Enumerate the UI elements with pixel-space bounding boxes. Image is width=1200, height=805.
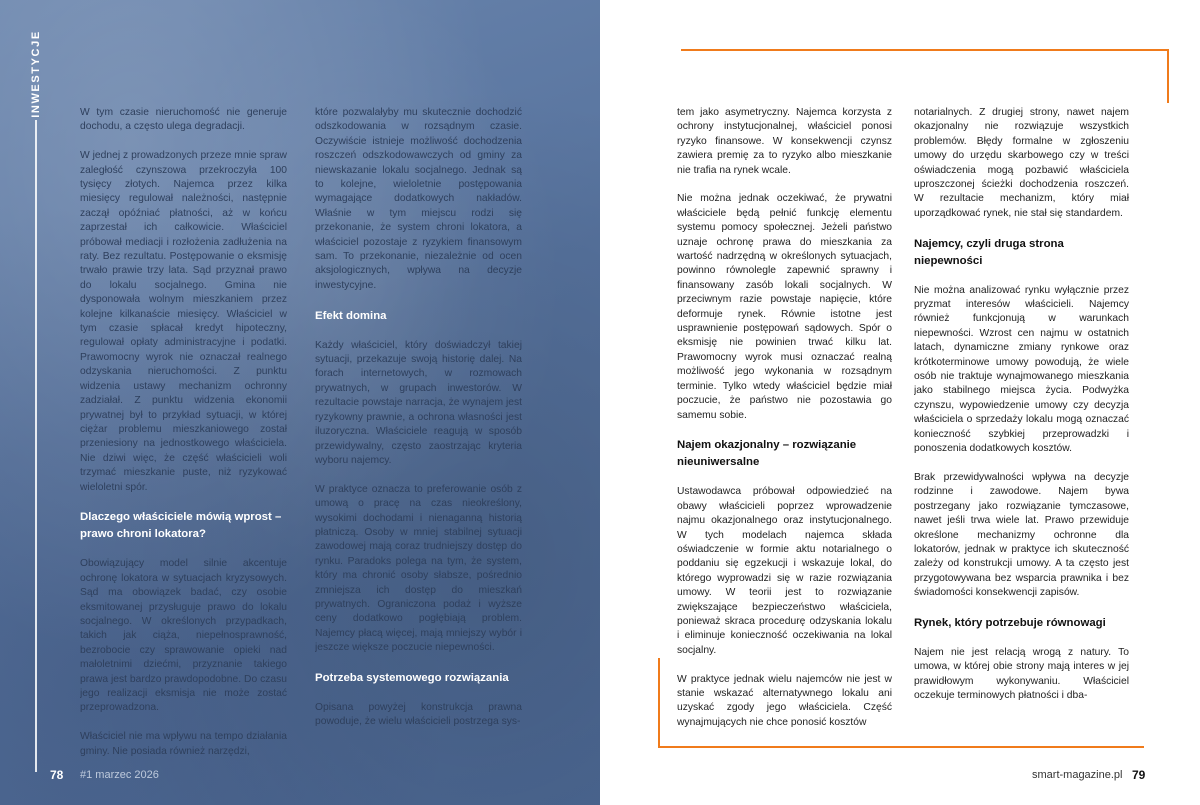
paragraph: W praktyce oznacza to preferowanie osób z umową o pracę na czas nieokreślony, wysokimi dochodami i nienaganną historią płatniczą. Osoby w mniej stabilnej sytuacji zawodowej mają coraz trudniejszy dostęp do rynku. Paradoks polega na tym, że system, który ma chronić osoby słabsze, pośrednio zmniejsza ich dostęp do mieszkań prywatnych. Ograniczona podaż i wyższe ceny dodatkowo pogłębiają problem. Najemcy płacą więcej, mają mniejszy wybór i jeszcze większe poczucie niepewności. [315, 483, 522, 654]
subheading: Najemcy, czyli druga strona niepewności [914, 237, 1064, 267]
paragraph: Nie można analizować rynku wyłącznie przez pryzmat interesów właścicieli. Najemcy również funkcjonują w warunkach niepewności. Wzrost cen najmu w ostatnich latach, dynamiczne zmiany rynkowe oraz krótkoterminowe umowy powodują, że wiele osób nie traktuje wynajmowanego mieszkania jako stabilnego miejsca życia. Podwyżka czynszu, wypowiedzenie umowy czy decyzja właściciela o sprzedaży lokalu mogą oznaczać konieczność szybkiej przeprowadzki i ponoszenia dodatkowych kosztów. [914, 284, 1129, 455]
orange-frame-top [681, 49, 1169, 51]
right-column-2 [914, 106, 1129, 746]
paragraph: Obowiązujący model silnie akcentuje ochronę lokatora w sytuacjach kryzysowych. Sąd ma obowiązek badać, czy osobie eksmitowanej przysługuje prawo do lokalu socjalnego. W określonych przypadkach, takich jak ciąża, niepełnosprawność, bezrobocie czy sprawowanie opieki nad małoletnimi dziećmi, przyznanie takiego prawa jest bardzo prawdopodobne. Do czasu jego realizacji eksmisja nie może zostać przeprowadzona. [80, 558, 287, 714]
paragraph: W jednej z prowadzonych przeze mnie spraw zaległość czynszowa przekroczyła 100 tysięcy złotych. Najemca przez kilka miesięcy regulował należności, następnie zaczął opóźniać płatności, aż w końcu zaprzestał ich całkowicie. Właściciel próbował mediacji i rozłożenia zadłużenia na raty. Bez rezultatu. Postępowanie o eksmisję trwało prawie trzy lata. Sąd przyznał prawo do lokalu socjalnego. Gmina nie dysponowała wolnym mieszkaniem przez kolejne kilkanaście miesięcy. Właściciel w tym czasie spłacał kredyt hipoteczny, regulował opłaty administracyjne i podatki. Prawomocny wyrok nie oznaczał realnego odzyskania nieruchomości. Z punktu widzenia ustawy mechanizm ochronny zadziałał. Z punktu widzenia ekonomii prywatnej był to przykład sytuacji, w której ciężar problemu mieszkaniowego został przeniesiony na jednostkowego właściciela. Nie dziwi więc, że część właścicieli woli trzymać mieszkanie puste, niż ryzykować wieloletni spór. [80, 150, 287, 493]
paragraph: Każdy właściciel, który doświadczył takiej sytuacji, przekazuje swoją historię dalej. Na forach internetowych, w rozmowach prywatnych, w grupach inwestorów. W rezultacie powstaje narracja, że wynajem jest ryzykowny prawnie, a ochrona własności jest iluzoryczna. Właściciele reagują w sposób przewidywalny, często zaostrzając kryteria wyboru najemcy. [315, 339, 522, 466]
paragraph: W tym czasie nieruchomość nie generuje dochodu, a często ulega degradacji. [80, 107, 287, 133]
subheading: Efekt domina [315, 309, 387, 322]
paragraph: Właściciel nie ma wpływu na tempo działania gminy. Nie posiada również narzędzi, [80, 731, 287, 756]
section-label [24, 28, 48, 120]
right-column-1 [677, 106, 892, 746]
subheading: Rynek, który potrzebuje równowagi [914, 616, 1106, 629]
left-vertical-rule [35, 120, 37, 772]
subheading: Dlaczego właściciele mówią wprost – prawo chroni lokatora? [80, 511, 282, 541]
orange-frame-bottom [658, 746, 1144, 748]
paragraph: które pozwalałyby mu skutecznie dochodzić odszkodowania w rozsądnym czasie. Oczywiście istnieje możliwość dochodzenia roszczeń odszkodowawczych od gminy za niewskazanie lokalu socjalnego. Jednak są to kolejne, wieloletnie postępowania wymagające dodatkowych nakładów. Właśnie w tym miejscu rodzi się przekonanie, że system chroni lokatora, a właściciel pozostaje z ryzykiem finansowym sam. To przekonanie, niezależnie od ocen aksjologicznych, wpływa na decyzje inwestycyjne. [315, 107, 522, 291]
section-label-text: INWESTYCJE [30, 30, 43, 118]
left-page-number: 78 [50, 768, 64, 782]
paragraph: Najem nie jest relacją wrogą z natury. To umowa, w której obie strony mają interes w jej prawidłowym wykonywaniu. Właściciel oczekuje terminowych płatności i dba- [914, 646, 1129, 702]
paragraph: Opisana powyżej konstrukcja prawna powoduje, że wielu właścicieli postrzega sys- [315, 701, 522, 728]
right-page-number: 79 [1132, 768, 1146, 782]
subheading: Potrzeba systemowego rozwiązania [315, 671, 509, 684]
paragraph: Nie można jednak oczekiwać, że prywatni właściciele będą pełnić funkcję elementu systemu pomocy społecznej. Jeżeli państwo uznaje ochronę prawa do mieszkania za wartość nadrzędną w określonych sytuacjach, powinno równolegle zapewnić sprawny i finansowany zasób lokali socjalnych. W przeciwnym razie powstaje napięcie, które deformuje rynek. Równie istotne jest usprawnienie postępowań sądowych. Spór o eksmisję nie powinien trwać kilku lat. Prawomocny wyrok musi oznaczać realną możliwość jego wykonania w rozsądnym terminie. Tylko wtedy właściciel będzie miał poczucie, że państwo nie pozostawia go samemu sobie. [677, 193, 892, 421]
orange-frame-right [1167, 49, 1169, 103]
paragraph: Brak przewidywalności wpływa na decyzje rodzinne i zawodowe. Najem bywa postrzegany jako rozwiązanie tymczasowe, nawet jeśli trwa wiele lat. Prawo przewiduje określone mechanizmy ochronne dla lokatorów, jednak w praktyce ich skuteczność zależy od konstrukcji umowy. A ta często jest przygotowywana bez wsparcia prawnika i bez świadomości konsekwencji zapisów. [914, 471, 1129, 599]
paragraph: tem jako asymetryczny. Najemca korzysta z ochrony instytucjonalnej, właściciel ponosi ryzyko finansowe. W konsekwencji czynsz zawiera premię za to ryzyko albo mieszkanie nie trafia na rynek wcale. [677, 107, 892, 176]
paragraph: W praktyce jednak wielu najemców nie jest w stanie wskazać alternatywnego lokalu ani uzyskać zgody jego właściciela. Część wynajmujących nie chce ponosić kosztów [677, 673, 892, 728]
paragraph: notarialnych. Z drugiej strony, nawet najem okazjonalny nie rozwiązuje wszystkich problemów. Błędy formalne w zgłoszeniu umowy do urzędu skarbowego czy w treści oświadczenia mogą pozbawić właściciela uproszczonej ścieżki dochodzenia roszczeń. W rezultacie mechanizm, który miał uporządkować rynek, nie stał się standardem. [914, 107, 1129, 219]
subheading: Najem okazjonalny – rozwiązanie nieuniwersalne [677, 439, 857, 469]
site-url: smart-magazine.pl [1032, 769, 1123, 781]
paragraph: Ustawodawca próbował odpowiedzieć na obawy właścicieli poprzez wprowadzenie najmu okazjonalnego oraz instytucjonalnego. W tych modelach najemca składa oświadczenie w formie aktu notarialnego o poddaniu się egzekucji i wskazuje lokal, do którego wyprowadzi się w razie rozwiązania umowy. W teorii jest to rozwiązanie zwiększające bezpieczeństwo właściciela, ponieważ skraca procedurę odzyskania lokalu i eliminuje konieczność oczekiwania na lokal socjalny. [677, 486, 892, 656]
orange-frame-left [658, 658, 660, 748]
issue-label: #1 marzec 2026 [80, 769, 159, 781]
left-column-2 [315, 106, 522, 756]
left-column-1 [80, 106, 287, 756]
